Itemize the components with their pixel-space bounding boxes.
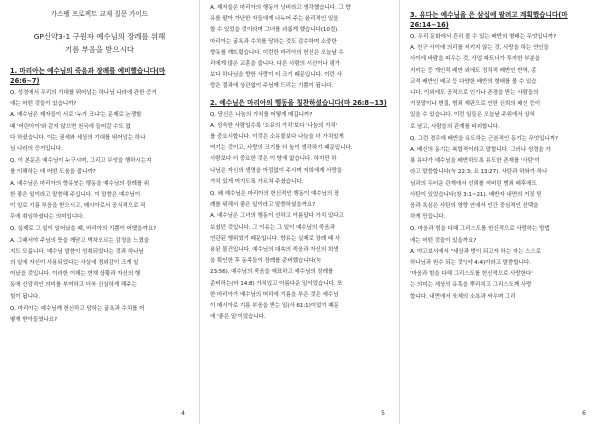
page-number: 4 xyxy=(181,410,185,417)
text-line: 랑은 결과에 상관없이 주님께 드리는 기쁨이 됩니다. xyxy=(210,83,334,90)
answer-line: A. 배신의 동기는 복합적이라고 말합니다. 그러나 성경을 가 xyxy=(410,147,551,154)
text-line: 를 중요시합니다. 이것은 소유물보다 나눔을 더 가치있게 xyxy=(210,134,344,141)
text-line: 례를 위해서 좋은 일이라고 말씀하셨을까요? xyxy=(210,202,316,209)
lesson-title-line-1: GP신약3-1 구원자 예수님의 장례를 위해 xyxy=(33,32,166,41)
answer-line: A. 예수님은 그녀의 행동이 선하고 아름답다 가치 있다고 xyxy=(210,213,344,220)
text-line: 의 일에 자신이 사용되었다는 사실에 경외감이 크게 일 xyxy=(10,260,139,267)
page-number: 5 xyxy=(381,410,385,417)
text-line: 라고 말씀합니다(눅 22:3; 요 13:27). 사탄과 하와가 하나 xyxy=(410,169,548,176)
text-line: 지키는 등 개인적 배반 외에도 정치적 배반인 반역, 종 xyxy=(410,67,537,74)
text-line: 에 '좋은 일'이었습니다. xyxy=(210,314,266,321)
text-line: 니다. 이외에도 공적으로 인기나 존경을 받는 사람들의 xyxy=(410,90,539,97)
text-line: 하나님과 원수 되는 것"(약 4:4)이라고 말씀합니다. xyxy=(410,260,531,267)
text-line: 할 수 있었을 것이라며 그녀를 괴롭게 했습니다(10절). xyxy=(210,27,339,34)
answer-line: A. 예수님은 제자들이 서로 '누가 크냐'는 문제로 논쟁할 xyxy=(10,112,142,119)
question-line: Q. 이 본문은 예수님이 누구시며, 그리고 무엇을 행하시는지 xyxy=(10,158,152,165)
question-line: Q. 마음과 힘을 다해 그리스도를 헌신적으로 사랑하는 방법 xyxy=(410,226,550,233)
text-line: 을 확인한 후 동족들이 장례를 준비했습니다(눅 xyxy=(210,258,322,265)
question-line: Q. 성경에서 우리의 기대를 뛰어넘는 하나님 나라에 관한 증거 xyxy=(10,90,157,96)
text-line: 한 좋은 일이라고 말씀해 주십니다. 이 말씀은 예수님이 xyxy=(10,191,141,198)
lesson-title-line-2: 기름 부음을 받으시다 xyxy=(65,45,134,54)
text-line: 다 하셨습니다. 이는 권세와 세상의 기대를 뛰어넘는 하나 xyxy=(10,134,146,141)
answer-line: A. 친구 사이에 의리를 지키지 않는 것, 사랑을 하는 연인들 xyxy=(410,45,549,52)
text-line: 에는 어떤 것들이 있습니까? xyxy=(10,101,77,108)
text-line: 나님은 자신의 생명을 아낌없이 주시며 저희에게 사랑을 xyxy=(210,167,343,174)
text-line: '마음과 힘을 다해 그리스도를 헌신적으로 사랑한다' xyxy=(410,271,533,278)
text-line: 님 나라의 증거입니다. xyxy=(10,146,63,153)
text-line: 보셨던 것입니다. 그 이유는 그 일이 예수님의 죽음과 xyxy=(210,224,335,231)
text-line: 사탄이 있었습니다(창 3:1~21). 배반자 내면의 거짓 믿 xyxy=(410,191,542,198)
text-line: 있을 수 있습니다. 이런 일들은 오늘날 주위에서 상처 xyxy=(410,112,535,119)
text-line: 가치 있게 여기도록 가르쳐 주셨습니다. xyxy=(210,178,304,185)
page-6-body xyxy=(410,33,590,302)
text-line: 하게 만듭니다. xyxy=(410,214,446,221)
text-line: 님과의 두터운 관계에서 신뢰를 저버린 범죄 배후에도 xyxy=(410,180,537,187)
document-header: 가스펠 프로젝트 교재 질문 가이드 xyxy=(50,10,149,18)
text-line: 이 메시아로 기름 부음을 받는 일(사 61:1)이었기 때문 xyxy=(210,303,339,310)
text-line: 로 남고, 사람들의 관계를 파괴합니다. xyxy=(410,123,500,130)
text-line: 유를 팔아 가난한 자들에게 나누어 주는 윤리적인 일을 xyxy=(210,16,339,23)
text-line: 를 이해하는 데 어떤 도움을 줍니까? xyxy=(10,169,96,176)
text-line: 용된 물건입니다. 예수님의 대속의 죽음과 자신의 희생 xyxy=(210,247,339,254)
text-line: 이 일로 기름 부음을 받으시고, 메시아로서 공식적으로 직 xyxy=(10,203,146,210)
text-line: 음과 욕심은 사탄의 영향 안에서 인간 중심적인 선택을 xyxy=(410,203,539,210)
text-line: 준비하는(마 14:8) 가치있고 아름다운 일이었습니다. 또 xyxy=(210,280,343,287)
question-line: Q. 왜 예수님은 마리아의 헌신적인 행동이 예수님의 장 xyxy=(210,191,340,198)
section-heading-1: 1. 마리아는 예수님의 죽음과 장례를 예비했습니다(마26:6~7) xyxy=(10,67,166,85)
answer-line: A. 야고보서에서 "세상과 벗이 되고자 하는 자는 스스로 xyxy=(410,248,541,255)
text-line: 연관된 행위였기 때문입니다. 향유는 실제로 장례 때 사 xyxy=(210,235,341,242)
page-6 xyxy=(400,0,600,424)
text-line: 지도 모릅니다. 예수님 말씀이 성취되었다는 것과 하나님 xyxy=(10,248,144,255)
answer-line: A. 예수님은 마리아의 향유붓는 행동을 예수님의 장례를 위 xyxy=(10,180,150,187)
text-line: 23:56). 예수님의 죽음을 예표하고 예수님의 장례를 xyxy=(210,269,334,276)
page-number: 6 xyxy=(582,410,586,417)
text-line: 교적 배반인 배교 등 다양한 배반의 형태를 볼 수 있습 xyxy=(410,78,537,85)
text-line: 한 마리아가 예수님의 머리에 기름을 부은 것은 예수님 xyxy=(210,291,339,298)
text-line: 어났을 것입니다. 이러한 이해는 현재 상황과 자신의 행 xyxy=(10,271,141,278)
text-line: 여기는 것이고, 사랑의 크기를 더 높이 생각하기 때문입니다. xyxy=(210,145,353,152)
text-line: 사람보다 더 중요한 것은 이 땅에 없습니다. 하지만 하 xyxy=(210,156,337,163)
text-line: 힘이 됩니다. xyxy=(10,293,40,300)
text-line: 합니다. 내면에서 육체의 소욕과 싸우며 그리 xyxy=(410,293,516,300)
page-5-body-top xyxy=(210,4,389,92)
page-5-body xyxy=(210,111,389,323)
text-line: 마리아는 굴욕과 수치를 당하는 것도 감수하며 소중한 xyxy=(210,38,337,45)
text-line: 때 '어린아이'와 같지 않으면 천국에 들어갈 수도 없 xyxy=(10,123,131,130)
section-heading-2: 2. 예수님은 마리아의 행동을 칭찬하셨습니다(마 26:8~13) xyxy=(210,98,387,107)
answer-line: A. 그때서야 주님의 뜻을 깨닫고 벅차오르는 감정을 느꼈을 xyxy=(10,237,150,244)
text-line: 향유를 깨뜨렸습니다. 이런한 마리아의 헌신은 오늘날 우 xyxy=(210,49,344,56)
question-line: Q. 우리 문화에서 흔히 볼 수 있는 배반의 형태는 무엇입니까? xyxy=(410,34,556,40)
question-line: Q. 마리아는 예수님께 헌신하고 당하는 굴욕과 수치를 어 xyxy=(10,305,145,312)
section-heading-3: 3. 유다는 예수님을 은 삼십에 팔려고 계획했습니다(마 26:14~16) xyxy=(410,11,568,29)
answer-line: A. 제자들은 마리아의 행동이 낭비라고 생각했습니다. 그 향 xyxy=(210,5,351,11)
page-4-body xyxy=(10,89,189,325)
text-line: 보다 하나님을 향한 사랑이 더 크기 때문입니다. 이런 사 xyxy=(210,72,342,79)
text-line: 는 의미는 세상의 유혹을 뿌리치고 그리스도께 사랑 xyxy=(410,282,532,289)
page-4 xyxy=(0,0,200,424)
question-line: Q. 그런 경우에 배반을 유도하는 근본적인 동기는 무엇입니까? xyxy=(410,135,558,142)
text-line: 룟 유다가 예수님을 배반하도록 유도한 존재를 '사탄'이 xyxy=(410,158,540,165)
text-line: 동에 신앙적인 의미를 부여하고 더욱 신실하게 해주는 xyxy=(10,282,137,289)
question-line: Q. 당신은 나눔의 가치를 어떻게 매깁니까? xyxy=(210,111,313,118)
text-line: 에는 어떤 것들이 있을까요? xyxy=(410,237,477,244)
page-5 xyxy=(200,0,400,424)
text-line: 떻게 받아들였나요? xyxy=(10,317,57,324)
text-line: 사이에 바람을 피우는 것, 사업 파트너가 투자한 부분을 xyxy=(410,56,541,63)
text-line: 리에게 많은 교훈을 줍니다. 다른 사람의 시선이나 평가 xyxy=(210,61,341,68)
answer-line: A. 성숙한 사람일수록 '소유의 가치'보다 '나눔의 가치' xyxy=(210,122,338,129)
text-line: 무에 취임하셨다는 의미입니다. xyxy=(10,214,84,221)
text-line: 거짓말이나 변질, 범죄 재판으로 인한 신뢰의 배신 등이 xyxy=(410,101,541,108)
question-line: Q. 실제로 그 일이 일어났을 때, 마리아의 기쁨이 어땠을까요? xyxy=(10,226,156,233)
lesson-title xyxy=(10,30,189,56)
